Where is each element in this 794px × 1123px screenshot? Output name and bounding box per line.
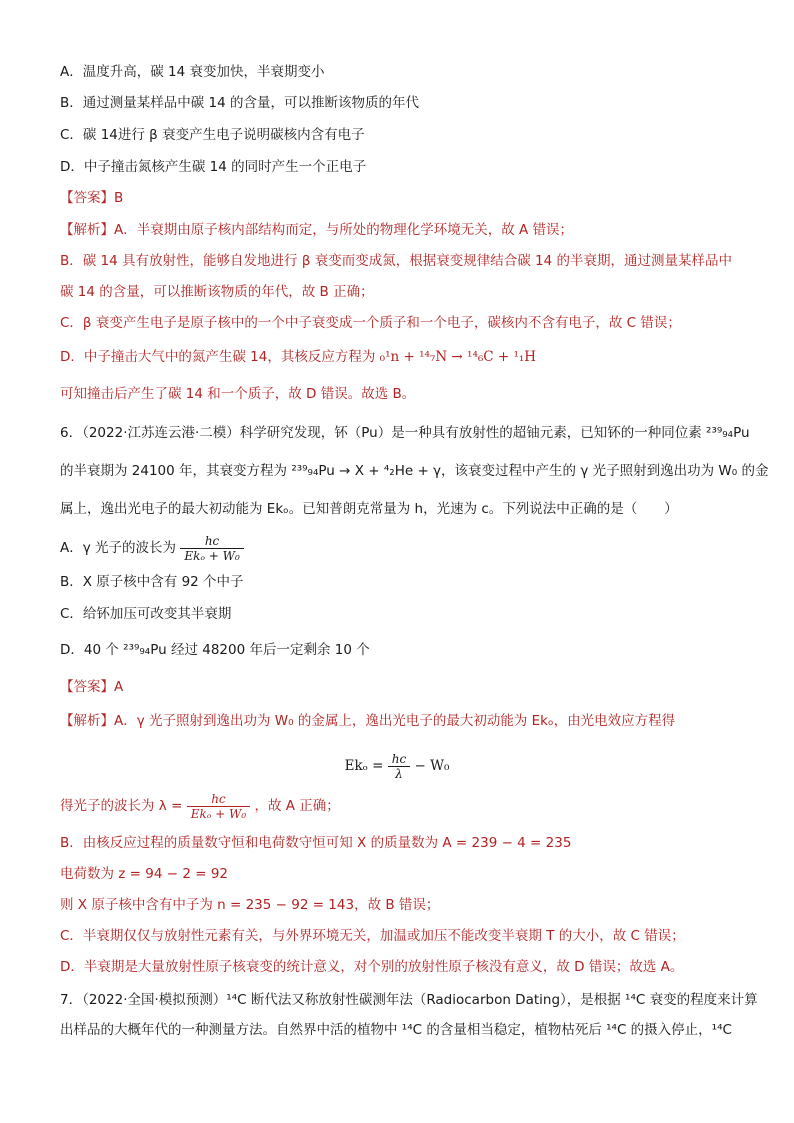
q5-analysis-d2: 可知撞击后产生了碳 14 和一个质子，故 D 错误。故选 B。 <box>60 386 416 402</box>
eq-left: Ekₒ = <box>344 758 384 774</box>
q6-analysis-a1 <box>60 711 738 731</box>
q7-stem-2: 出样品的大概年代的一种测量方法。自然界中活的植物中 ¹⁴C 的含量相当稳定，植物枯死后 ¹⁴C 的摄入停止，¹⁴C <box>60 1022 732 1038</box>
eq-right: − W₀ <box>414 758 450 774</box>
answer-value: A <box>114 679 124 695</box>
q6-stem-3: 属上，逸出光电子的最大初动能为 Ekₒ。已知普朗克常量为 h，光速为 c。下列说法中正确的是（ ） <box>60 501 678 517</box>
q5-analysis-b2: 碳 14 的含量，可以推断该物质的年代，故 B 正确； <box>60 284 374 300</box>
fraction-denominator: Ekₒ + W₀ <box>180 548 243 563</box>
q5-option-b: B．通过测量某样品中碳 14 的含量，可以推断该物质的年代 <box>60 95 420 111</box>
q5-analysis-d1 <box>60 347 738 367</box>
q5-answer <box>60 188 738 208</box>
fraction-numerator: hc <box>211 791 226 806</box>
q6-analysis-d: D．半衰期是大量放射性原子核衰变的统计意义，对个别的放射性原子核没有意义，故 D 错误；故选 A。 <box>60 959 684 975</box>
analysis-text: A．半衰期由原子核内部结构而定，与所处的物理化学环境无关，故 A 错误； <box>114 222 574 238</box>
answer-label: 【答案】 <box>60 679 114 695</box>
q6-stem-2: 的半衰期为 24100 年，其衰变方程为 ²³⁹₉₄Pu → X + ⁴₂He + γ，该衰变过程中产生的 γ 光子照射到逸出功为 W₀ 的金 <box>60 463 769 479</box>
analysis-label: 【解析】 <box>60 713 114 729</box>
q5-option-c: C．碳 14进行 β 衰变产生电子说明碳核内含有电子 <box>60 127 365 143</box>
fraction-numerator: hc <box>391 751 407 766</box>
q6-stem-1: 6．（2022·江苏连云港·二模）科学研究发现，钚（Pu）是一种具有放射性的超铀元素，已知钚的一种同位素 ²³⁹₉₄Pu <box>60 425 750 441</box>
option-a-text: A．γ 光子的波长为 <box>60 540 177 556</box>
fraction-denominator: λ <box>388 766 410 781</box>
q5-option-d: D．中子撞击氮核产生碳 14 的同时产生一个正电子 <box>60 159 367 175</box>
q5-analysis-b1: B．碳 14 具有放射性，能够自发地进行 β 衰变而变成氮，根据衰变规律结合碳 14 的半衰期，通过测量某样品中 <box>60 253 732 269</box>
q7-stem-1: 7．（2022·全国·模拟预测）¹⁴C 断代法又称放射性碳测年法（Radiocarbon Dating），是根据 ¹⁴C 衰变的程度来计算 <box>60 992 758 1008</box>
answer-value: B <box>114 190 124 206</box>
q6-option-c: C．给钚加压可改变其半衰期 <box>60 606 232 622</box>
photoelectric-equation <box>0 748 794 784</box>
q6-analysis-b1: B．由核反应过程的质量数守恒和电荷数守恒可知 X 的质量数为 A = 239 − 4 = 235 <box>60 835 572 851</box>
wavelength-fraction <box>187 792 250 821</box>
q6-analysis-b3: 则 X 原子核中含有中子为 n = 235 − 92 = 143，故 B 错误； <box>60 897 440 913</box>
analysis-text: D．中子撞击大气中的氮产生碳 14，其核反应方程为 <box>60 349 376 365</box>
analysis-text: A．γ 光子照射到逸出功为 W₀ 的金属上，逸出光电子的最大初动能为 Ekₒ，由光电效应方程得 <box>114 713 676 729</box>
q6-analysis-a2 <box>60 788 738 824</box>
q6-option-d: D．40 个 ²³⁹₉₄Pu 经过 48200 年后一定剩余 10 个 <box>60 642 370 658</box>
q5-option-a: A．温度升高，碳 14 衰变加快，半衰期变小 <box>60 64 325 80</box>
nuclear-equation: ₀¹n + ¹⁴₇N → ¹⁴₆C + ¹₁H <box>379 349 537 365</box>
fraction-denominator: Ekₒ + W₀ <box>187 806 250 821</box>
q6-option-b: B．X 原子核中含有 92 个中子 <box>60 574 244 590</box>
wavelength-fraction <box>180 534 243 563</box>
q6-answer <box>60 677 738 697</box>
eq-fraction <box>388 752 410 781</box>
fraction-numerator: hc <box>204 533 220 548</box>
answer-label: 【答案】 <box>60 190 114 206</box>
analysis-label: 【解析】 <box>60 222 114 238</box>
q6-analysis-b2: 电荷数为 z = 94 − 2 = 92 <box>60 866 229 882</box>
q6-analysis-c: C．半衰期仅仅与放射性元素有关，与外界环境无关，加温或加压不能改变半衰期 T 的大小，故 C 错误； <box>60 928 685 944</box>
analysis-text: ，故 A 正确； <box>254 798 340 814</box>
q5-analysis-c: C．β 衰变产生电子是原子核中的一个中子衰变成一个质子和一个电子，碳核内不含有电子，故 C 错误； <box>60 315 681 331</box>
q6-option-a <box>60 531 738 565</box>
q5-analysis-a <box>60 220 738 240</box>
analysis-text: 得光子的波长为 λ = <box>60 798 183 814</box>
